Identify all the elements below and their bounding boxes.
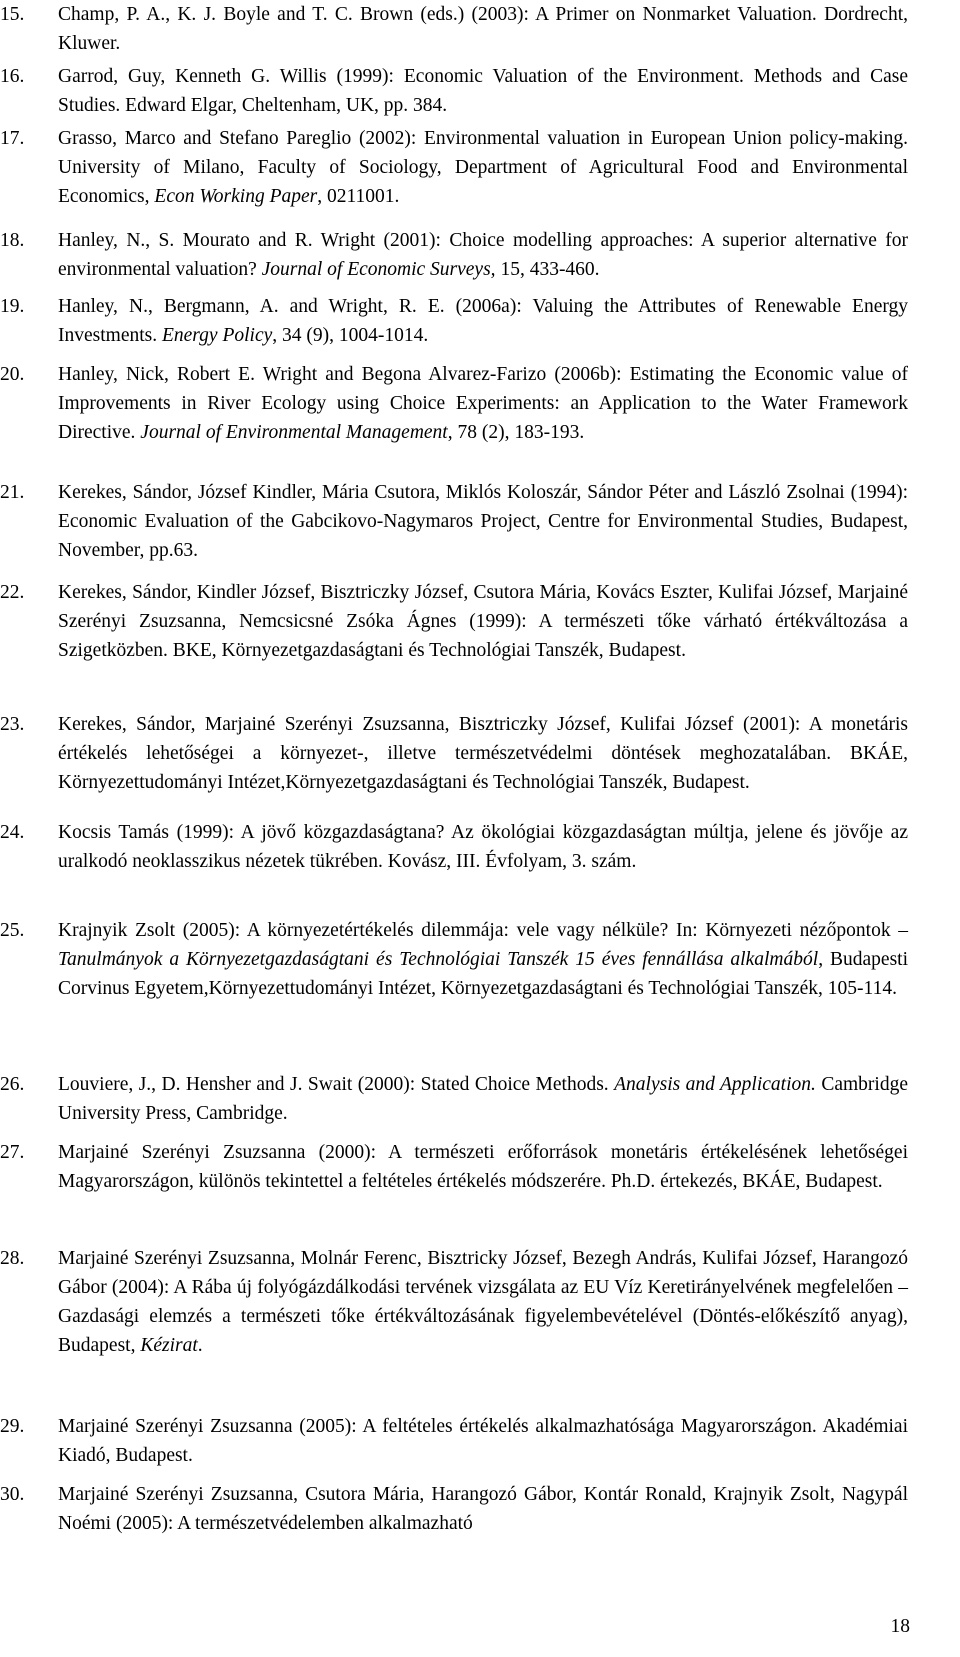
reference-item xyxy=(0,360,960,447)
reference-item xyxy=(0,62,960,120)
reference-item xyxy=(0,226,960,284)
reference-number: 21. xyxy=(0,482,25,503)
reference-text: Marjainé Szerényi Zsuzsanna, Csutora Mária, Harangozó Gábor, Kontár Ronald, Krajnyik Zsolt, Nagypál Noémi (2005): A természetvédelemben alkalmazható xyxy=(58,1484,908,1534)
reference-number: 17. xyxy=(0,128,25,149)
reference-text: Louviere, J., D. Hensher and J. Swait (2000): Stated Choice Methods. Analysis and Application. Cambridge University Press, Cambridge. xyxy=(58,1074,908,1124)
reference-text: Kocsis Tamás (1999): A jövő közgazdaságtana? Az ökológiai közgazdaságtan múltja, jelene és jövője az uralkodó neoklasszikus nézetek tükrében. Kovász, III. Évfolyam, 3. szám. xyxy=(58,822,908,872)
reference-number: 15. xyxy=(0,4,25,25)
reference-item xyxy=(0,916,960,1003)
reference-item xyxy=(0,1244,960,1360)
reference-number: 19. xyxy=(0,296,25,317)
reference-item xyxy=(0,292,960,350)
reference-item xyxy=(0,1480,960,1538)
reference-number: 25. xyxy=(0,920,25,941)
reference-number: 24. xyxy=(0,822,25,843)
reference-number: 22. xyxy=(0,582,25,603)
reference-italic: Econ Working Paper xyxy=(154,186,318,207)
reference-italic: Journal of Economic Surveys, xyxy=(261,259,496,280)
reference-item xyxy=(0,478,960,565)
reference-number: 29. xyxy=(0,1416,25,1437)
reference-item xyxy=(0,1138,960,1196)
reference-text: Krajnyik Zsolt (2005): A környezetértékelés dilemmája: vele vagy nélküle? In: Környezeti nézőpontok – Tanulmányok a Környezetgazdaságtani és Technológiai Tanszék 15 éves fennállása alkalmából, Budapesti Corvinus Egyetem,Környezettudományi Intézet, Környezetgazdaságtani és Technológiai Tanszék, 105-114. xyxy=(58,920,909,999)
reference-text: Grasso, Marco and Stefano Pareglio (2002): Environmental valuation in European Union policy-making. University of Milano, Faculty of Sociology, Department of Agricultural Food and Environmental Economics, Econ Working Paper, 0211001. xyxy=(58,128,908,207)
reference-text: Marjainé Szerényi Zsuzsanna (2000): A természeti erőforrások monetáris értékelésének lehetőségei Magyarországon, különös tekintettel a feltételes értékelés módszerére. Ph.D. értekezés, BKÁE, Budapest. xyxy=(58,1142,908,1192)
reference-text: Champ, P. A., K. J. Boyle and T. C. Brown (eds.) (2003): A Primer on Nonmarket Valuation. Dordrecht, Kluwer. xyxy=(58,4,908,54)
reference-item xyxy=(0,818,960,876)
reference-item xyxy=(0,1070,960,1128)
reference-number: 18. xyxy=(0,230,25,251)
reference-italic: Tanulmányok a Környezetgazdaságtani és Technológiai Tanszék 15 éves fennállása alkalmából xyxy=(58,949,819,970)
reference-text: Hanley, Nick, Robert E. Wright and Begona Alvarez-Farizo (2006b): Estimating the Economic value of Improvements in River Ecology using Choice Experiments: an Application to the Water Framework Directive. Journal of Environmental Management, 78 (2), 183-193. xyxy=(58,364,908,443)
reference-item xyxy=(0,710,960,797)
reference-text: Hanley, N., Bergmann, A. and Wright, R. E. (2006a): Valuing the Attributes of Renewable Energy Investments. Energy Policy, 34 (9), 1004-1014. xyxy=(58,296,908,346)
reference-number: 27. xyxy=(0,1142,25,1163)
reference-italic: Energy Policy xyxy=(161,325,273,346)
reference-italic: Journal of Environmental Management xyxy=(140,422,448,443)
reference-number: 30. xyxy=(0,1484,25,1505)
reference-italic: Analysis and Application. xyxy=(614,1074,816,1095)
reference-item xyxy=(0,1412,960,1470)
reference-number: 20. xyxy=(0,364,25,385)
reference-text: Hanley, N., S. Mourato and R. Wright (2001): Choice modelling approaches: A superior alternative for environmental valuation? Journal of Economic Surveys, 15, 433-460. xyxy=(58,230,908,280)
reference-item xyxy=(0,124,960,211)
reference-text: Kerekes, Sándor, Kindler József, Bisztriczky József, Csutora Mária, Kovács Eszter, Kulifai József, Marjainé Szerényi Zsuzsanna, Nemcsicsné Zsóka Ágnes (1999): A természeti tőke várható értékváltozása a Szigetközben. BKE, Környezetgazdaságtani és Technológiai Tanszék, Budapest. xyxy=(58,582,908,661)
reference-italic: Kézirat xyxy=(140,1335,198,1356)
reference-item xyxy=(0,0,960,58)
reference-text: Marjainé Szerényi Zsuzsanna (2005): A feltételes értékelés alkalmazhatósága Magyarországon. Akadémiai Kiadó, Budapest. xyxy=(58,1416,908,1466)
reference-text: Kerekes, Sándor, József Kindler, Mária Csutora, Miklós Koloszár, Sándor Péter and László Zsolnai (1994): Economic Evaluation of the Gabcikovo-Nagymaros Project, Centre for Environmental Studies, Budapest, November, pp.63. xyxy=(58,482,908,561)
reference-text: Kerekes, Sándor, Marjainé Szerényi Zsuzsanna, Bisztriczky József, Kulifai József (2001): A monetáris értékelés lehetőségei a környezet-, illetve természetvédelmi döntések meghozatalában. BKÁE, Környezettudományi Intézet,Környezetgazdaságtani és Technológiai Tanszék, Budapest. xyxy=(58,714,908,793)
reference-number: 28. xyxy=(0,1248,25,1269)
reference-number: 16. xyxy=(0,66,25,87)
reference-item xyxy=(0,578,960,665)
page-number: 18 xyxy=(890,1616,910,1637)
reference-text: Garrod, Guy, Kenneth G. Willis (1999): Economic Valuation of the Environment. Methods and Case Studies. Edward Elgar, Cheltenham, UK, pp. 384. xyxy=(58,66,908,116)
reference-text: Marjainé Szerényi Zsuzsanna, Molnár Ferenc, Bisztricky József, Bezegh András, Kulifai József, Harangozó Gábor (2004): A Rába új folyógázdálkodási tervének vizsgálata az EU Víz Keretirányelvének megfelelően – Gazdasági elemzés a természeti tőke értékváltozásának figyelembevételével (Döntés-előkészítő anyag), Budapest, Kézirat. xyxy=(58,1248,908,1356)
reference-number: 26. xyxy=(0,1074,25,1095)
reference-number: 23. xyxy=(0,714,25,735)
